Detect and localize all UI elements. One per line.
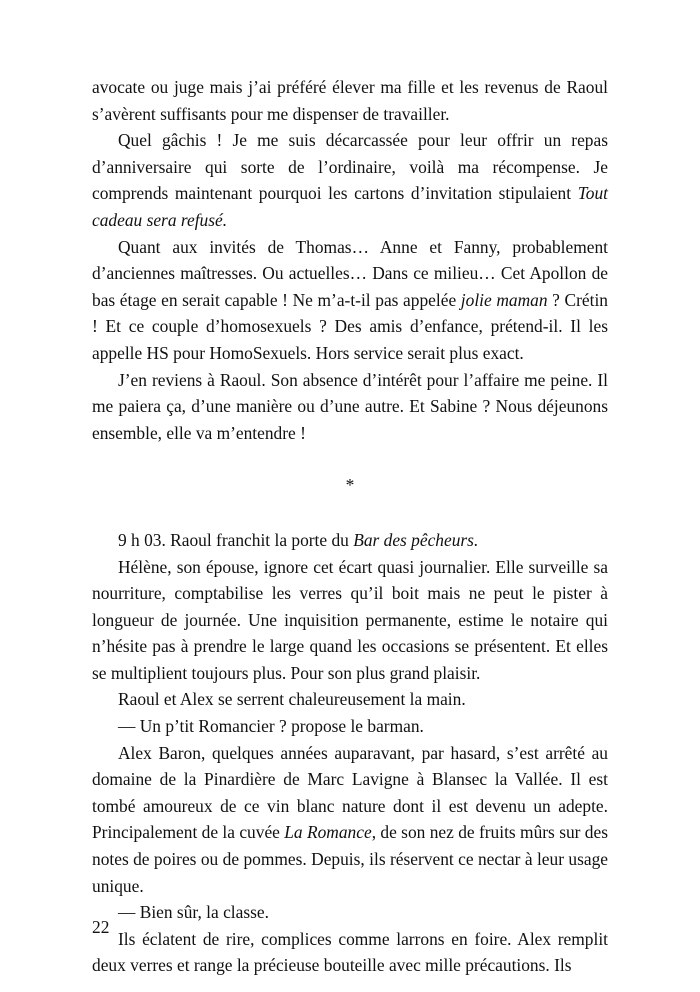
paragraph [92,127,608,233]
text-run: avocate ou juge mais j’ai préféré élever ma fille et les revenus de Raoul s’avèrent suffisants pour me dispenser de travailler. [92,77,608,124]
text-run: — Un p’tit Romancier ? propose le barman. [118,716,424,737]
paragraph [92,234,608,367]
section-separator: * [345,475,355,496]
text-run: Raoul et Alex se serrent chaleureusement la main. [118,689,466,710]
text-run: Alex Baron, quelques années auparavant, par hasard, s’est arrêté au domaine de la Pinardière de Marc Lavigne à Blansec la Vallée. Il est tombé amoureux de ce vin blanc nature dont il est devenu un adepte. Principalement de la cuvée [92,742,608,843]
text-run: Hélène, son épouse, ignore cet écart quasi journalier. Elle surveille sa nourriture, comptabilise les verres qu’il boit mais ne peut le pister à longueur de journée. Une inquisition permanente, estime le notaire qui n’hésite pas à prendre le large quand les occasions se présentent. Et elles se multiplient toujours plus. Pour son plus grand plaisir. [92,556,608,683]
paragraph [92,926,608,979]
italic-text: La Romance [284,822,372,843]
paragraph [92,713,608,740]
text-run: ? Crétin ! Et ce couple d’homosexuels ? Des amis d’enfance, prétend-il. Il les appelle HS pour HomoSexuels. Hors service serait plus exact. [92,289,608,363]
text-run: — Bien sûr, la classe. [118,902,269,923]
paragraph [92,527,608,554]
italic-text: Bar des pêcheurs. [353,529,479,550]
text-run: Quel gâchis ! Je me suis décarcassée pour leur offrir un repas d’anniversaire qui sorte de l’ordinaire, voilà ma récompense. Je comprends maintenant pourquoi les cartons d’invitation stipulaient [92,130,608,204]
paragraph [92,74,608,127]
text-run: Ils éclatent de rire, complices comme larrons en foire. Alex remplit deux verres et range la précieuse bouteille avec mille précautions. Ils [92,928,608,976]
page-number: 22 [92,917,110,937]
paragraph [92,367,608,447]
paragraph [92,899,608,926]
section-top [92,74,608,446]
text-run: 9 h 03. Raoul franchit la porte du [118,529,354,550]
italic-text: jolie maman [460,289,548,310]
text-run: Quant aux invités de Thomas… Anne et Fanny, probablement d’anciennes maîtresses. Ou actuelles… Dans ce milieu… Cet Apollon de bas étage en serait capable ! Ne m’a-t-il pas appelée [92,236,608,310]
text-run: J’en reviens à Raoul. Son absence d’intérêt pour l’affaire me peine. Il me paiera ça, d’une manière ou d’une autre. Et Sabine ? Nous déjeunons ensemble, elle va m’entendre ! [92,369,608,443]
page-body [92,74,608,979]
text-run: , de son nez de fruits mûrs sur des notes de poires ou de pommes. Depuis, ils réservent ce nectar à leur usage unique. [92,822,608,896]
paragraph [92,686,608,713]
section-bottom [92,527,608,979]
paragraph [92,740,608,900]
italic-text: Tout cadeau sera refusé. [92,183,608,230]
paragraph [92,554,608,687]
